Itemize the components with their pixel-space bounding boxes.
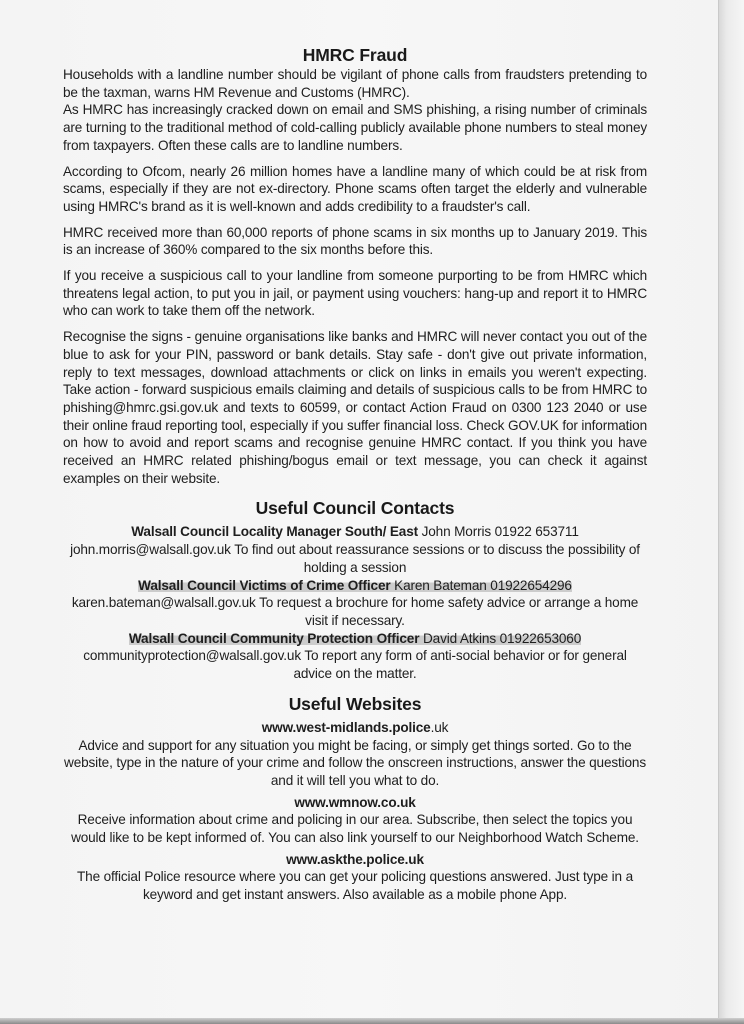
contact-description: karen.bateman@walsall.gov.uk To request a brochure for home safety advice or arrange a home visit if necessary. [71,595,639,628]
contact-item [63,630,647,683]
article-content [63,44,647,904]
contact-details: Karen Bateman 01922654296 [390,577,572,593]
hmrc-paragraph-5: If you receive a suspicious call to your landline from someone purporting to be from HMRC which threatens legal action, to put you in jail, or payment using vouchers: hang-up and report it to HMRC who can work to take them off the network. [63,268,647,319]
contact-header [63,630,647,648]
contact-role: Walsall Council Victims of Crime Officer [138,577,391,593]
website-url-bold[interactable]: www.wmnow.co.uk [294,794,416,810]
contact-details: John Morris 01922 653711 [417,524,579,540]
council-contacts-section [63,497,647,682]
website-url[interactable] [63,794,647,812]
website-description: The official Police resource where you can get your policing questions answered. Just type in a keyword and get instant answers. Also available as a mobile phone App. [77,869,633,903]
website-description: Receive information about crime and policing in our area. Subscribe, then select the topics you would like to be kept informed of. You can also link yourself to our Neighborhood Watch Scheme. [71,812,639,846]
website-url-bold[interactable]: www.askthe.police.uk [286,851,424,867]
hmrc-paragraph-1: Households with a landline number should be vigilant of phone calls from fraudsters pretending to be the taxman, warns HM Revenue and Customs (HMRC). [63,67,647,100]
contact-role: Walsall Council Community Protection Officer [128,630,420,646]
website-url-bold[interactable]: www.west-midlands.police [261,719,431,735]
contact-details: David Atkins 01922653060 [419,630,582,646]
contacts-heading-wrap [63,497,647,519]
contact-description: communityprotection@walsall.gov.uk To report any form of anti-social behavior or for general advice on the matter. [83,648,627,682]
council-contacts-heading: Useful Council Contacts [255,498,455,519]
website-item [63,719,647,790]
contact-description: john.morris@walsall.gov.uk To find out about reassurance sessions or to discuss the possibility of holding a session [70,542,640,575]
websites-heading-wrap [63,693,647,715]
website-url[interactable] [63,851,647,869]
website-description: Advice and support for any situation you might be facing, or simply get things sorted. Go to the website, type in the nature of your crime and follow the onscreen instructions, answer the questions and it will tell you what to do. [64,737,646,788]
website-url[interactable] [63,719,647,737]
page-spine [718,0,744,1024]
contact-item [63,577,647,630]
hmrc-heading-wrap [63,44,647,66]
website-url-suffix[interactable]: .uk [430,719,449,735]
contact-role: Walsall Council Locality Manager South/ East [131,524,418,540]
hmrc-paragraph-6: Recognise the signs - genuine organisations like banks and HMRC will never contact you out of the blue to ask for your PIN, password or bank details. Stay safe - don't give out private information, reply to text messages, download attachments or click on links in emails you weren't expecting. Take action - forward suspicious emails claiming and details of suspicious calls to be from HMRC to phishing@hmrc.gsi.gov.uk and texts to 60599, or contact Action Fraud on 0300 123 2040 or use their online fraud reporting tool, especially if you suffer financial loss. Check GOV.UK for information on how to avoid and report scams and recognise genuine HMRC contact. If you think you have received an HMRC related phishing/bogus email or text message, you can check it against examples on their website. [63,329,647,486]
website-item [63,794,647,847]
contact-header [63,523,647,541]
useful-websites-section [63,693,647,904]
contact-item [63,523,647,576]
hmrc-fraud-section [63,44,647,487]
website-item [63,851,647,904]
hmrc-paragraph-2: As HMRC has increasingly cracked down on email and SMS phishing, a rising number of criminals are turning to the traditional method of cold-calling publicly available phone numbers to steal money from taxpayers. Often these calls are to landline numbers. [63,102,647,153]
contact-header [63,577,647,595]
hmrc-paragraph-3: According to Ofcom, nearly 26 million homes have a landline many of which could be at risk from scams, especially if they are not ex-directory. Phone scams often target the elderly and vulnerable using HMRC's brand as it is well-known and adds credibility to a fraudster's call. [63,163,647,214]
hmrc-fraud-heading: HMRC Fraud [285,44,425,66]
hmrc-paragraph-4: HMRC received more than 60,000 reports of phone scams in six months up to January 2019. This is an increase of 360% compared to the six months before this. [63,224,647,258]
page-bottom-edge [0,1018,744,1024]
useful-websites-heading: Useful Websites [288,693,422,714]
